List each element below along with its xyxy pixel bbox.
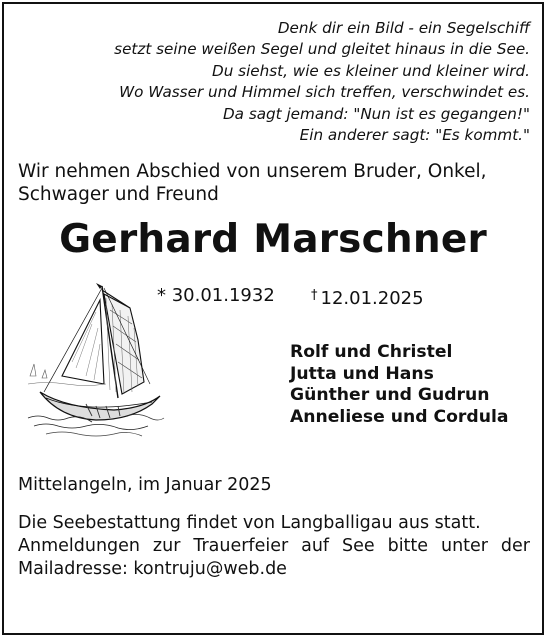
mourner-name: Anneliese und Cordula bbox=[290, 406, 509, 427]
ceremony-info bbox=[18, 512, 530, 581]
poem-line: Ein anderer sagt: "Es kommt." bbox=[299, 126, 530, 145]
poem bbox=[114, 18, 530, 146]
poem-line: setzt seine weißen Segel und gleitet hinaus in die See. bbox=[114, 40, 530, 59]
death-date-block bbox=[311, 284, 424, 311]
mourner-name: Rolf und Christel bbox=[290, 342, 453, 362]
birth-date: * 30.01.1932 bbox=[157, 285, 275, 306]
mourner-name: Jutta und Hans bbox=[290, 363, 434, 384]
cross-icon: † bbox=[311, 288, 318, 303]
registration-info: Anmeldungen zur Trauerfeier auf See bitte unter der Mailadresse: kontruju@web.de bbox=[18, 536, 530, 579]
poem-line: Denk dir ein Bild - ein Segelschiff bbox=[277, 19, 530, 37]
sailboat-icon bbox=[26, 280, 166, 440]
mourner-name: Günther und Gudrun bbox=[290, 385, 490, 405]
poem-line: Du siehst, wie es kleiner und kleiner wird. bbox=[212, 61, 530, 80]
poem-line: Da sagt jemand: "Nun ist es gegangen!" bbox=[222, 104, 530, 123]
place-date: Mittelangeln, im Januar 2025 bbox=[18, 475, 272, 495]
death-date: 12.01.2025 bbox=[320, 288, 424, 309]
deceased-name: Gerhard Marschner bbox=[59, 217, 487, 262]
poem-line: Wo Wasser und Himmel sich treffen, verschwindet es. bbox=[119, 83, 530, 102]
burial-info: Die Seebestattung findet von Langballigau aus statt. bbox=[18, 513, 481, 533]
intro-text: Wir nehmen Abschied von unserem Bruder, Onkel, Schwager und Freund bbox=[18, 161, 487, 205]
mourners-list bbox=[290, 342, 508, 428]
